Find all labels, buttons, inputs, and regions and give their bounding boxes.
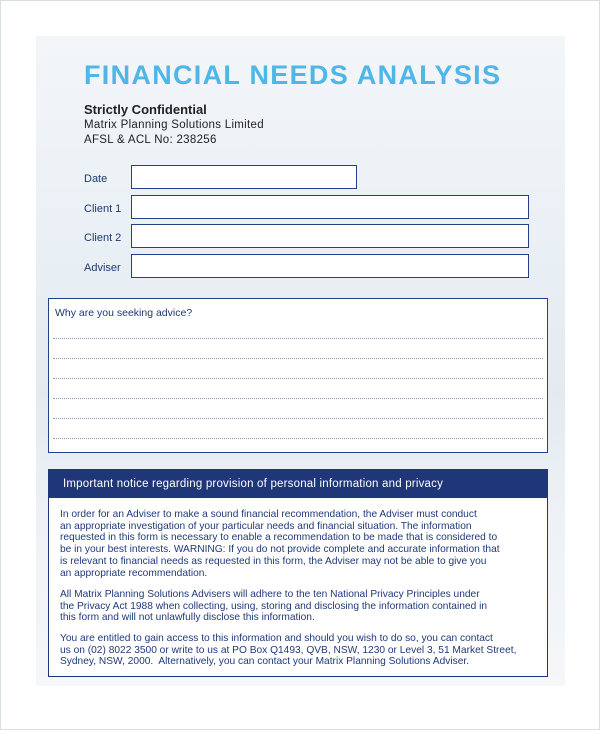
- notice-paragraph-1: In order for an Adviser to make a sound financial recommendation, the Adviser must conduct an appropriate investigation of your particular needs and financial situation. The information requested in this form is necessary to enable a recommendation to be made that is considered to be in your best interests. WARNING: If you do not provide complete and accurate information that is relevant to financial needs as requested in this form, the Adviser may not be able to give you an appropriate recommendation.: [60, 509, 500, 579]
- confidential-label: Strictly Confidential: [84, 102, 207, 117]
- date-label: Date: [84, 173, 108, 185]
- date-field[interactable]: [131, 165, 357, 189]
- client1-field[interactable]: [131, 195, 529, 219]
- privacy-notice: [48, 469, 548, 677]
- afsl-number: AFSL & ACL No: 238256: [84, 134, 217, 146]
- writing-line: [53, 418, 543, 419]
- adviser-label: Adviser: [84, 262, 121, 274]
- privacy-notice-heading: Important notice regarding provision of personal information and privacy: [49, 470, 547, 498]
- writing-line: [53, 338, 543, 339]
- client2-label: Client 2: [84, 232, 122, 244]
- notice-paragraph-3: You are entitled to gain access to this information and should you wish to do so, you can contact us on (02) 8022 3500 or write to us at PO Box Q1493, QVB, NSW, 1230 or Level 3, 51 Market Street, Sydney, NSW, 2000. Alternatively, you can contact your Matrix Planning Solutions Adviser.: [60, 633, 517, 668]
- writing-line: [53, 438, 543, 439]
- writing-line: [53, 358, 543, 359]
- advice-question: Why are you seeking advice?: [55, 307, 193, 319]
- notice-paragraph-2: All Matrix Planning Solutions Advisers will adhere to the ten National Privacy Principles under the Privacy Act 1988 when collecting, using, storing and disclosing the information contained in this form and will not unlawfully disclose this information.: [60, 589, 487, 624]
- advice-textarea[interactable]: [48, 298, 548, 453]
- writing-line: [53, 378, 543, 379]
- writing-line: [53, 398, 543, 399]
- company-name: Matrix Planning Solutions Limited: [84, 119, 264, 131]
- adviser-field[interactable]: [131, 254, 529, 278]
- client2-field[interactable]: [131, 224, 529, 248]
- client1-label: Client 1: [84, 203, 122, 215]
- form-title: FINANCIAL NEEDS ANALYSIS: [84, 60, 502, 90]
